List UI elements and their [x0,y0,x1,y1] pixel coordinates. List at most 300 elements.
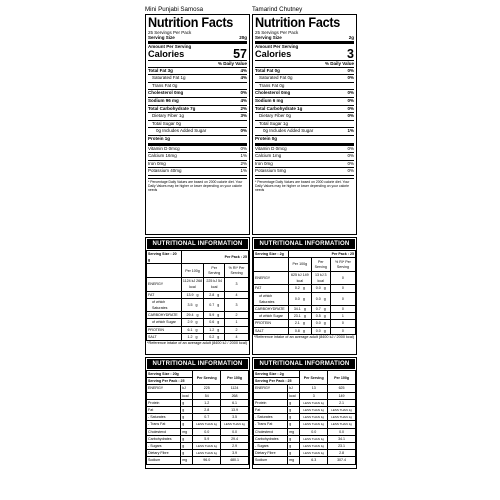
value: 0.0 [315,321,321,326]
table-row [147,457,249,464]
vitamin-row [255,153,354,161]
row-label: of which Sugar [147,319,182,326]
nutrient-dv: 0% [240,90,247,96]
per-serving-value [204,291,225,298]
calories-label: Calories [148,49,185,60]
vitamin-row [255,168,354,176]
ri-percent-value: 1 [225,319,249,326]
row-label: SALT [254,327,289,334]
unit: g [196,292,199,297]
vitamin-dv: 0% [240,145,247,151]
per-100g-value: 0.0 [221,428,249,435]
unit: g [303,307,306,312]
nutrient-row [148,75,247,83]
vitamin-label: Potassium 40mg [148,168,182,174]
vitamin-dv: 0% [347,160,354,166]
per-serving-value: 5.9 [193,435,221,442]
table-row [254,285,356,292]
vitamin-label: Potassium 5mg [255,168,287,174]
per-100g-value [181,326,204,333]
per-100g-value: 2.1 [328,399,356,406]
daily-value-header: % Daily Value [255,61,354,67]
reference-intake-note: *Reference intake of an average adult (8400 kJ / 2000 kcal) [254,334,355,339]
table-row [254,320,356,327]
vitamin-dv: 0% [347,153,354,159]
row-label: Protein [147,399,181,406]
per-serving-value: LESS THAN 1g [300,414,328,421]
column-header: Per Serving [300,371,328,385]
per-pack-cell: Per Pack : 25 [288,251,355,258]
daily-value-footnote: * Percentage Daily Values are based on 2000 calorie diet. Your Daily Values may be higher or lower depending on your calorie needs [255,178,354,193]
nutrient-row [255,121,354,129]
row-unit: g [288,443,300,450]
per-100g-value: 149 [328,392,356,399]
row-label: of which Saturates [147,298,182,311]
per-serving-value: 0.0 [193,428,221,435]
row-label: Dietary Fibre [147,450,181,457]
unit: g [302,286,305,291]
per-serving-value: LESS THAN 1g [300,407,328,414]
row-label: Sodium [147,457,181,464]
table-row [147,428,249,435]
per-100g-value: 6.1 [221,399,249,406]
nutrient-dv: 0% [347,90,354,96]
nutritional-information-title: NUTRITIONAL INFORMATION [146,358,249,370]
per-100g-value: 307.4 [328,457,356,464]
table-row [254,407,356,414]
nutrient-row [255,90,354,98]
table-row [147,333,249,340]
nutrient-label: Total Sugar 1g [259,120,289,126]
nutrient-row [255,68,354,76]
row-label [254,392,288,399]
vitamin-label: Iron 0mg [255,160,273,166]
nutrition-table [146,250,249,341]
vitamin-label: Iron 0mg [148,160,166,166]
table-row [254,306,356,313]
blank-header-cell [254,258,289,272]
value: 1124 kJ 268 kcal [182,279,203,290]
per-serving-value: 1.2 [193,399,221,406]
serving-row [147,371,249,378]
vitamin-label: Vitamin D 0mcg [255,145,287,151]
row-label: - Sugars [254,443,288,450]
unit: g [217,320,220,325]
per-serving-value: LESS THAN 1g [300,399,328,406]
per-serving-value [204,312,225,319]
per-100g-value: 0.0 [328,428,356,435]
per-100g-value: 23.1 [328,443,356,450]
value: 2.9 [187,320,193,325]
per-100g-value: 480.1 [221,457,249,464]
value: 0.2 [294,286,300,291]
per-serving-value: 0.7 [193,414,221,421]
ri-percent-value: 3 [225,278,249,291]
blank-header-cell [147,264,182,278]
table-row [254,421,356,428]
per-100g-value [288,306,311,313]
table-row [254,272,356,285]
nutrient-label: Dietary Fiber 0g [259,113,292,119]
per-100g-value: 3.5 [221,414,249,421]
unit: g [323,314,326,319]
row-label: SALT [147,333,182,340]
nutrient-label: Trans Fat 0g [152,82,178,88]
row-label: ENERGY [254,272,289,285]
per-serving-value [311,306,330,313]
row-label: of which Saturates [254,292,289,305]
per-serving-value: LESS THAN 1g [193,443,221,450]
value: 6.1 [187,327,193,332]
nutritional-information-table-a [252,237,357,355]
row-unit: g [288,450,300,457]
row-label: - Trans Fat [147,421,181,428]
nutrition-facts-panel [252,14,357,235]
row-unit: g [181,407,193,414]
value: 0.0 [315,296,321,301]
table-row [254,327,356,334]
unit: g [217,313,220,318]
table-row [147,298,249,311]
per-100g-value: LESS THAN 1g [221,421,249,428]
row-unit: kJ [288,385,300,392]
row-label [147,392,181,399]
table-row [147,407,249,414]
row-unit: kcal [288,392,300,399]
per-serving-value: 2.8 [193,407,221,414]
nutrient-dv: 4% [240,98,247,103]
amount-per-serving: Amount Per Serving [255,43,299,49]
per-serving-value: LESS THAN 1g [300,435,328,442]
per-serving-value: LESS THAN 1g [193,421,221,428]
table-row [147,435,249,442]
row-label: FAT [147,291,182,298]
unit: g [196,313,199,318]
row-label: PROTEIN [147,326,182,333]
value: 1.2 [209,327,215,332]
nutrient-row [255,83,354,91]
row-label: ENERGY [147,385,181,392]
column-header: Per 100g [181,264,204,278]
table-row [254,292,356,305]
unit: g [217,327,220,332]
per-pack-cell: Serving Per Pack : 25 [254,378,300,385]
per-100g-value [288,313,311,320]
ri-percent-value: 0 [330,292,355,305]
table-row [254,385,356,392]
column-header: Per 100g [328,371,356,385]
column-header: % RI* Per Serving [225,264,249,278]
table-row [147,291,249,298]
per-100g-value: 1124 [221,385,249,392]
nutritional-information-title: NUTRITIONAL INFORMATION [253,238,356,250]
row-label: FAT [254,285,289,292]
per-100g-value: 13.9 [221,407,249,414]
unit: g [217,302,220,307]
row-unit: g [288,399,300,406]
vitamin-row [148,161,247,169]
per-100g-value: 2.8 [328,450,356,457]
unit: g [323,286,326,291]
value: 0.0 [315,328,321,333]
serving-size-row [148,35,247,43]
row-unit: mg [181,428,193,435]
ri-percent-value: 0 [330,306,355,313]
nutrient-dv: 4% [240,75,247,81]
per-serving-value: 225 [193,385,221,392]
row-label: of which Sugar [254,313,289,320]
row-label: - Trans Fat [254,421,288,428]
unit: g [323,321,326,326]
row-label: CARBOHYDRATE [147,312,182,319]
serving-size-value: 2g [348,35,354,41]
product-column-chutney [252,5,357,469]
row-unit: mg [181,457,193,464]
nutritional-information-table-a [145,237,250,355]
value: 2.8 [209,292,215,297]
ri-percent-value: 0 [330,327,355,334]
table-row [147,319,249,326]
per-serving-value [311,327,330,334]
ri-percent-value: 2 [225,312,249,319]
per-100g-value [288,327,311,334]
ri-percent-value: 0 [330,272,355,285]
per-100g-value [288,285,311,292]
per-100g-value: 3.9 [221,450,249,457]
nutrient-label: Dietary Fiber 1g [152,113,185,119]
vitamin-row [148,168,247,176]
unit: g [217,292,220,297]
reference-intake-note: *Reference intake of an average adult (8400 kJ / 2000 kcal) [147,341,248,346]
per-pack-cell: Per Pack : 25 [181,251,248,264]
table-row [147,414,249,421]
serving-size-cell: Serving Size : 2g [254,251,289,258]
per-serving-value [311,313,330,320]
nutrient-dv: 0% [347,75,354,81]
row-unit: kJ [181,385,193,392]
per-serving-value: 0.0 [300,428,328,435]
vitamin-row [255,146,354,154]
nutrient-label: 0g Includes Added Sugar [156,128,207,134]
product-name: Mini Punjabi Samosa [145,6,204,13]
nutrition-table [253,370,356,465]
nutrient-row [255,106,354,114]
per-100g-value: LESS THAN 1g [328,407,356,414]
serving-size-cell: Serving Size : 2g [254,371,300,378]
vitamin-label: Calcium 16mg [148,153,177,159]
row-label: Fat [147,407,181,414]
table-header-row [147,251,249,264]
per-serving-value: LESS THAN 1g [300,443,328,450]
nutrient-dv: 2% [240,105,247,111]
column-header: Per Serving [193,371,221,385]
serving-size-value: 20g [239,35,247,41]
table-row [147,421,249,428]
row-label: Protein [254,399,288,406]
nutrient-label: Total Fat 0g [255,67,280,73]
per-100g-value: 625 [328,385,356,392]
servings-per-pack: 25 Servings Per Pack [255,30,299,35]
nutrient-row [148,68,247,76]
table-row [254,428,356,435]
vitamin-row [255,161,354,169]
table-row [147,385,249,392]
nutrient-label: Total Carbohydrate 1g [255,105,303,111]
table-row [254,313,356,320]
unit: g [217,334,220,339]
table-row [254,414,356,421]
table-row [254,443,356,450]
table-row [147,399,249,406]
serving-size-label: Serving Size [255,35,282,41]
column-header: Per Serving [204,264,225,278]
row-label: Carbohydrates [254,435,288,442]
value: 29.4 [186,313,194,318]
per-100g-value: 34.1 [328,435,356,442]
row-label: Carbohydrates [147,435,181,442]
per-100g-value: 2.9 [221,443,249,450]
calories-label: Calories [255,49,292,60]
value: 0.5 [315,314,321,319]
row-label: - Saturates [254,414,288,421]
vitamin-row [148,146,247,154]
per-100g-value [181,319,204,326]
vitamin-dv: 0% [347,168,354,174]
protein-row: Protein 0g [255,136,354,146]
unit: g [323,328,326,333]
nutrient-label: Trans Fat 0g [259,82,285,88]
value: 2.1 [294,321,300,326]
value: 1.2 [187,334,193,339]
table-row [147,312,249,319]
ri-percent-value: 0 [330,320,355,327]
row-label: Fat [254,407,288,414]
vitamin-dv: 1% [240,153,247,159]
serving-row [254,371,356,378]
value: 625 kJ 149 kcal [291,273,309,284]
per-serving-value [204,326,225,333]
nutrient-label: 0g Includes Added Sugar [263,128,314,134]
row-unit: g [288,435,300,442]
nutrient-row [148,98,247,106]
row-unit: g [288,421,300,428]
per-100g-value: LESS THAN 1g [328,421,356,428]
calories-row [148,49,247,61]
per-serving-value [204,298,225,311]
vitamin-row [148,153,247,161]
nutrition-table [253,250,356,335]
product-column-samosa [145,5,250,469]
nutrient-dv: 0% [347,113,354,119]
vitamin-label: Calcium 1mg [255,153,282,159]
nutrient-row [148,121,247,129]
per-serving-value [311,285,330,292]
value: 0.2 [209,334,215,339]
row-unit: g [181,421,193,428]
nutritional-information-title: NUTRITIONAL INFORMATION [253,358,356,370]
table-row [254,392,356,399]
row-unit: g [181,450,193,457]
unit: g [303,314,306,319]
unit: g [302,296,305,301]
nutrient-row [148,106,247,114]
nutrient-label: Saturated Fat 0g [259,75,293,81]
nutrient-dv: 0% [240,128,247,134]
unit: g [195,320,198,325]
nutrient-dv: 0% [347,67,354,73]
per-100g-value [181,278,204,291]
value: 34.1 [293,307,301,312]
row-label: - Saturates [147,414,181,421]
nutrient-label: Total Sugar 0g [152,120,182,126]
row-unit: g [288,407,300,414]
per-serving-value [311,320,330,327]
nutrition-facts-title: Nutrition Facts [255,15,341,30]
nutrient-row [148,113,247,121]
per-serving-value: 54 [193,392,221,399]
nutrient-dv: 1% [347,128,354,134]
per-100g-value [288,272,311,285]
row-label: PROTEIN [254,320,289,327]
per-100g-value [181,312,204,319]
ri-percent-value: 3 [225,298,249,311]
row-unit: g [181,414,193,421]
per-serving-value [204,319,225,326]
unit: g [195,327,198,332]
per-serving-value: 13 [300,385,328,392]
nutritional-information-table-b [252,357,357,469]
table-header-row [254,251,356,258]
nutrient-row [148,128,247,136]
table-row [254,435,356,442]
value: 0.7 [209,302,215,307]
nutrient-label: Saturated Fat 1g [152,75,186,81]
nutrient-dv: 0% [347,98,354,103]
unit: g [302,321,305,326]
nutritional-information-table-b [145,357,250,469]
per-100g-value [181,291,204,298]
nutrition-facts-title: Nutrition Facts [148,15,234,30]
nutrition-facts-panel [145,14,250,235]
unit: g [323,296,326,301]
ri-percent-value: 4 [225,333,249,340]
row-label: Cholesterol [147,428,181,435]
value: 3.5 [187,302,193,307]
table-row [254,457,356,464]
nutrition-table [146,370,249,465]
value: 0.8 [294,328,300,333]
unit: g [323,307,326,312]
row-label: CARBOHYDRATE [254,306,289,313]
daily-value-footnote: * Percentage Daily Values are based on 2000 calorie diet. Your Daily Values may be higher or lower depending on your calorie needs [148,178,247,193]
nutrient-label: Sodium 96 mg [148,98,179,103]
serving-size-cell: Serving Size : 20 g [147,251,182,264]
per-serving-value: 3 [300,392,328,399]
row-unit: kcal [181,392,193,399]
nutrient-label: Sodium 6 mg [255,98,284,103]
row-unit: g [288,414,300,421]
per-serving-value: LESS THAN 1g [300,450,328,457]
per-serving-value [204,333,225,340]
value: 23.1 [293,314,301,319]
per-serving-value [311,292,330,305]
serving-size-row [255,35,354,43]
value: 13.9 [186,292,194,297]
per-100g-value: 268 [221,392,249,399]
vitamin-dv: 2% [240,160,247,166]
column-header-row [254,258,356,272]
protein-row: Protein 1g [148,136,247,146]
